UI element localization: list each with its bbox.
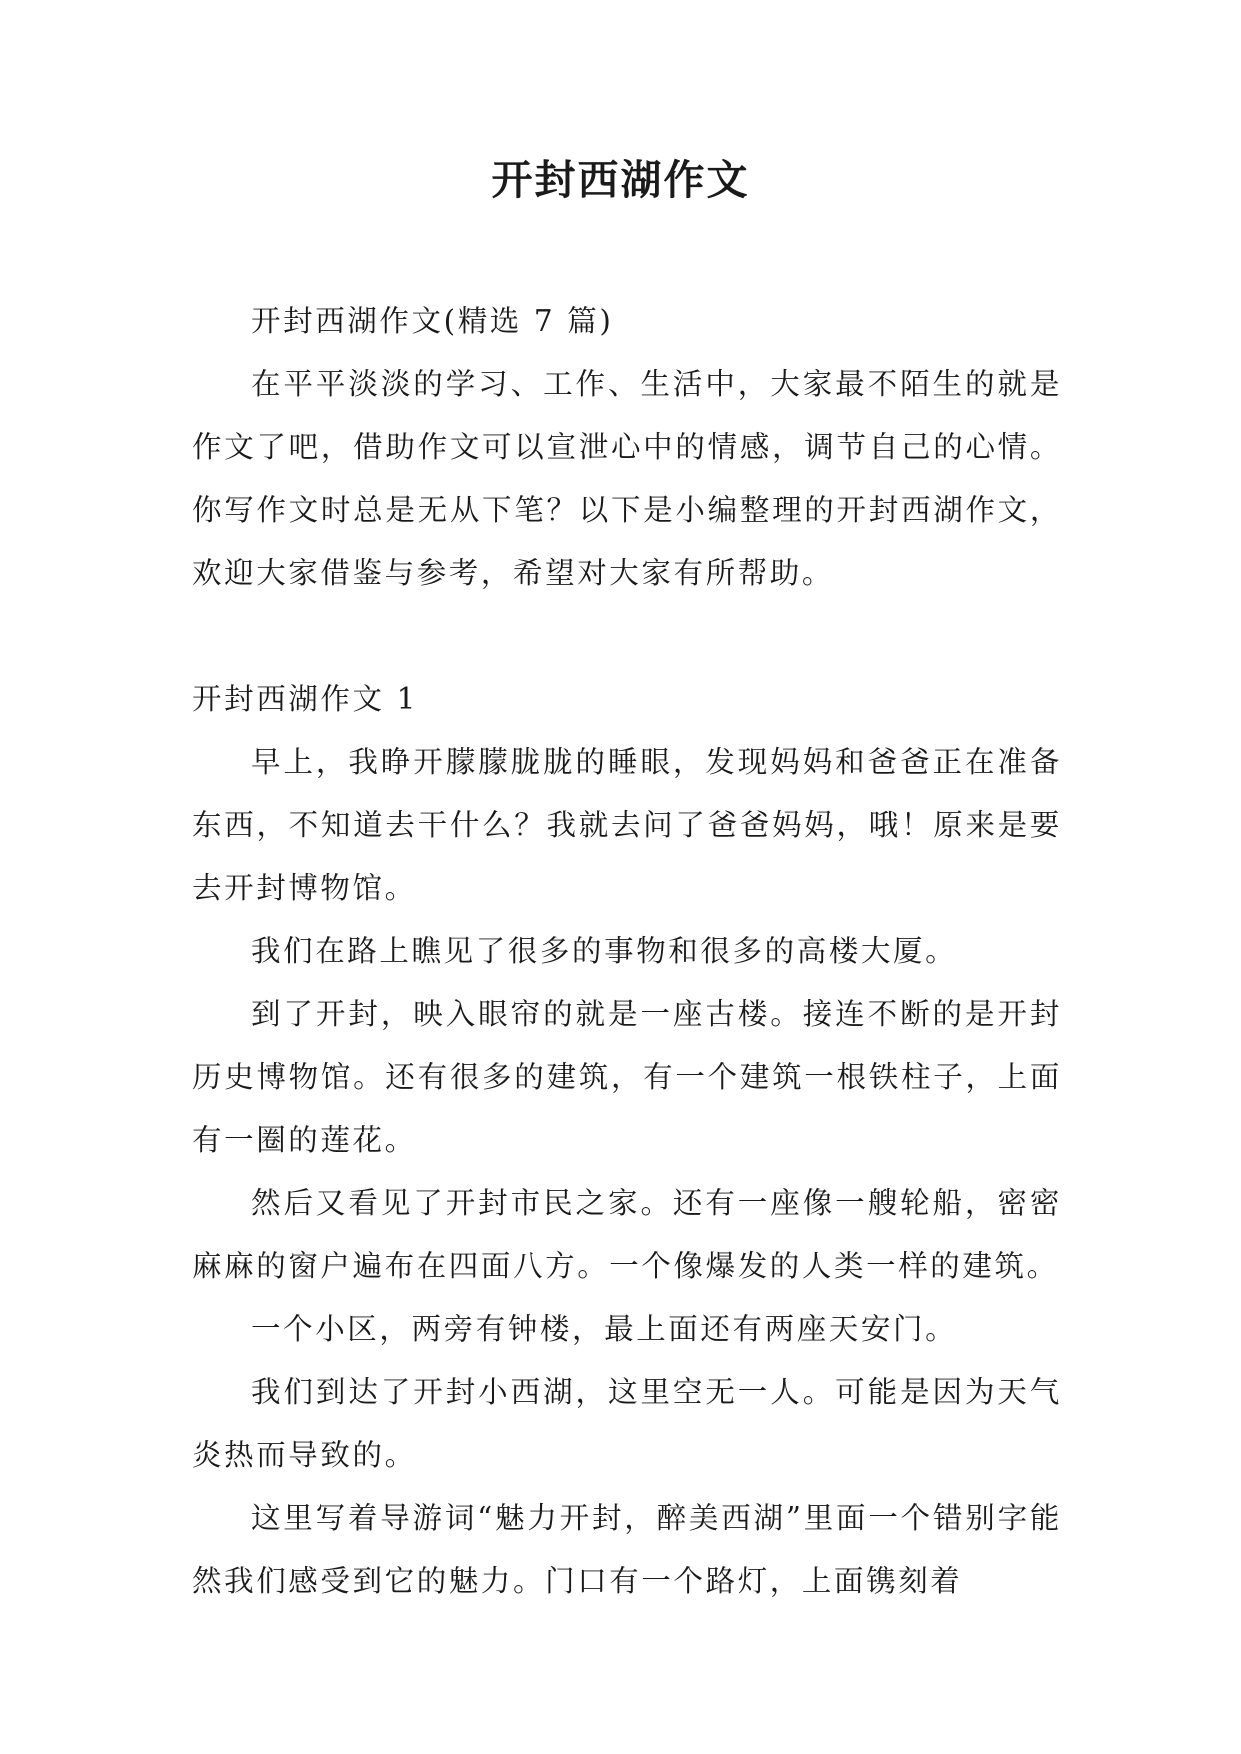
body-paragraph: 然后又看见了开封市民之家。还有一座像一艘轮船，密密麻麻的窗户遍布在四面八方。一个像爆发的人类一样的建筑。 [192, 1186, 1062, 1283]
section-heading: 开封西湖作文 1 [192, 682, 418, 716]
document-subtitle: 开封西湖作文(精选 7 篇) [251, 304, 614, 338]
body-paragraph: 这里写着导游词“魅力开封，醉美西湖”里面一个错别字能然我们感受到它的魅力。门口有一个路灯，上面镌刻着 [192, 1501, 1062, 1598]
body-paragraph: 早上，我睁开朦朦胧胧的睡眼，发现妈妈和爸爸正在准备东西，不知道去干什么？我就去问了爸爸妈妈，哦！原来是要去开封博物馆。 [192, 745, 1062, 905]
section-spacer [192, 605, 1062, 668]
body-paragraph: 到了开封，映入眼帘的就是一座古楼。接连不断的是开封历史博物馆。还有很多的建筑，有一个建筑一根铁柱子，上面有一圈的莲花。 [192, 997, 1062, 1157]
body-paragraph: 我们到达了开封小西湖，这里空无一人。可能是因为天气炎热而导致的。 [192, 1375, 1062, 1472]
document-title: 开封西湖作文 [491, 156, 750, 204]
intro-paragraph: 在平平淡淡的学习、工作、生活中，大家最不陌生的就是作文了吧，借助作文可以宣泄心中的情感，调节自己的心情。你写作文时总是无从下笔？以下是小编整理的开封西湖作文，欢迎大家借鉴与参考，希望对大家有所帮助。 [192, 367, 1062, 590]
body-paragraph: 我们在路上瞧见了很多的事物和很多的高楼大厦。 [251, 934, 958, 968]
body-paragraph: 一个小区，两旁有钟楼，最上面还有两座天安门。 [251, 1312, 958, 1346]
document-body [192, 290, 1062, 1613]
